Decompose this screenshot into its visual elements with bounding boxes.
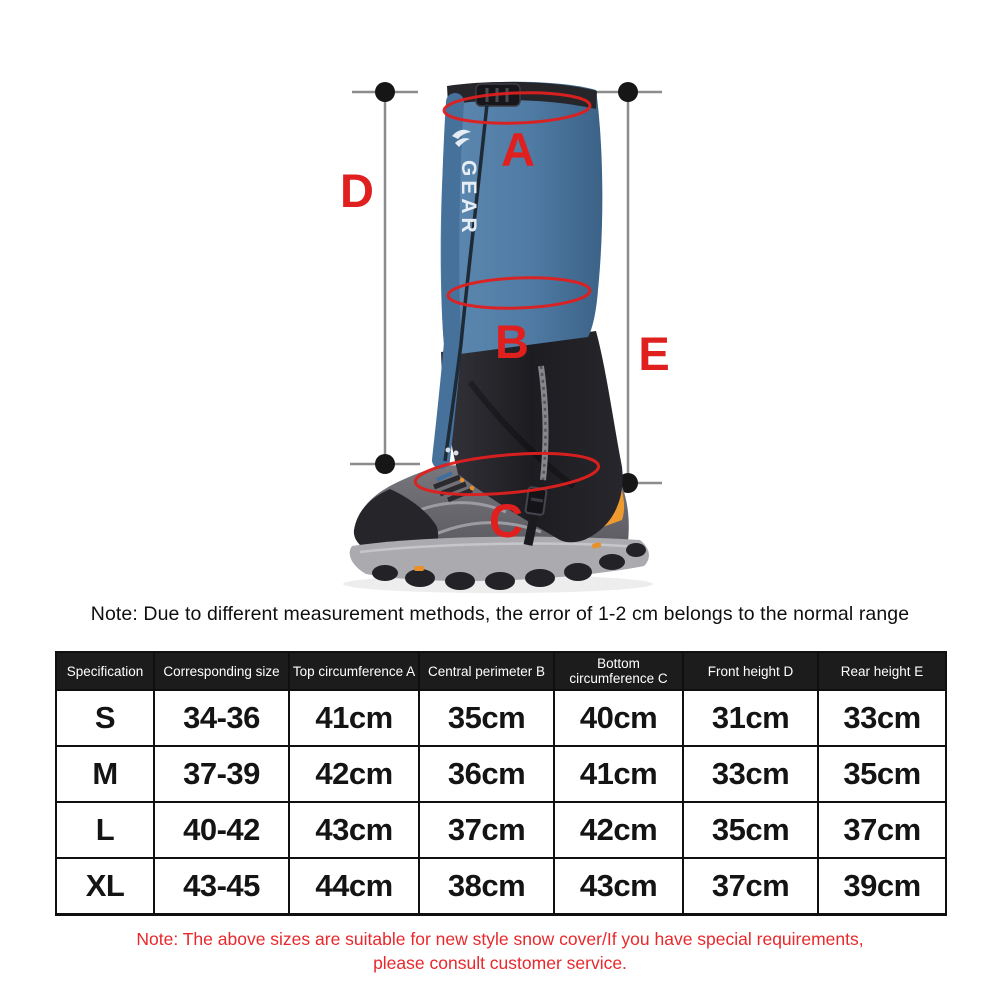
cell-value: 36cm <box>419 746 554 802</box>
cell-value: 43-45 <box>154 858 289 915</box>
table-row-M <box>56 746 946 802</box>
header-bottom-circumference: Bottom circumference C <box>554 652 683 690</box>
label-D: D <box>340 164 374 217</box>
cell-value: 37cm <box>419 802 554 858</box>
bottom-note <box>0 928 1000 975</box>
cell-spec: M <box>56 746 154 802</box>
cell-value: 35cm <box>683 802 818 858</box>
cell-value: 42cm <box>289 746 419 802</box>
cell-value: 37cm <box>683 858 818 915</box>
cell-value: 43cm <box>554 858 683 915</box>
cell-value: 37cm <box>818 802 946 858</box>
bottom-note-line2: please consult customer service. <box>373 952 627 973</box>
table-row-S <box>56 690 946 746</box>
size-table <box>55 651 947 916</box>
header-specification: Specification <box>56 652 154 690</box>
table-row-L <box>56 802 946 858</box>
cell-value: 43cm <box>289 802 419 858</box>
cell-value: 31cm <box>683 690 818 746</box>
cell-value: 42cm <box>554 802 683 858</box>
cell-spec: XL <box>56 858 154 915</box>
cell-value: 35cm <box>419 690 554 746</box>
label-C: C <box>489 494 523 547</box>
cell-value: 34-36 <box>154 690 289 746</box>
header-corresponding-size: Corresponding size <box>154 652 289 690</box>
front-height-D-measure-line <box>350 92 420 464</box>
cell-value: 38cm <box>419 858 554 915</box>
header-top-circumference: Top circumference A <box>289 652 419 690</box>
bottom-note-line1: Note: The above sizes are suitable for new style snow cover/If you have special requirements, <box>136 929 864 949</box>
label-A: A <box>501 123 535 176</box>
header-front-height: Front height D <box>683 652 818 690</box>
placket-snap <box>446 448 451 453</box>
placket-snap <box>454 451 459 456</box>
cell-value: 40-42 <box>154 802 289 858</box>
cell-value: 44cm <box>289 858 419 915</box>
cell-value: 41cm <box>554 746 683 802</box>
size-table-header-row <box>56 652 946 690</box>
cell-value: 33cm <box>683 746 818 802</box>
brand-text: GEAR <box>457 160 480 237</box>
cell-spec: S <box>56 690 154 746</box>
label-E: E <box>638 327 670 380</box>
cell-value: 40cm <box>554 690 683 746</box>
cell-value: 37-39 <box>154 746 289 802</box>
cell-value: 35cm <box>818 746 946 802</box>
cell-value: 41cm <box>289 690 419 746</box>
table-row-XL <box>56 858 946 915</box>
header-rear-height: Rear height E <box>818 652 946 690</box>
cell-value: 39cm <box>818 858 946 915</box>
label-B: B <box>495 315 529 368</box>
cell-value: 33cm <box>818 690 946 746</box>
measurement-note: Note: Due to different measurement methods, the error of 1-2 cm belongs to the normal range <box>90 603 910 625</box>
cell-spec: L <box>56 802 154 858</box>
header-central-perimeter: Central perimeter B <box>419 652 554 690</box>
